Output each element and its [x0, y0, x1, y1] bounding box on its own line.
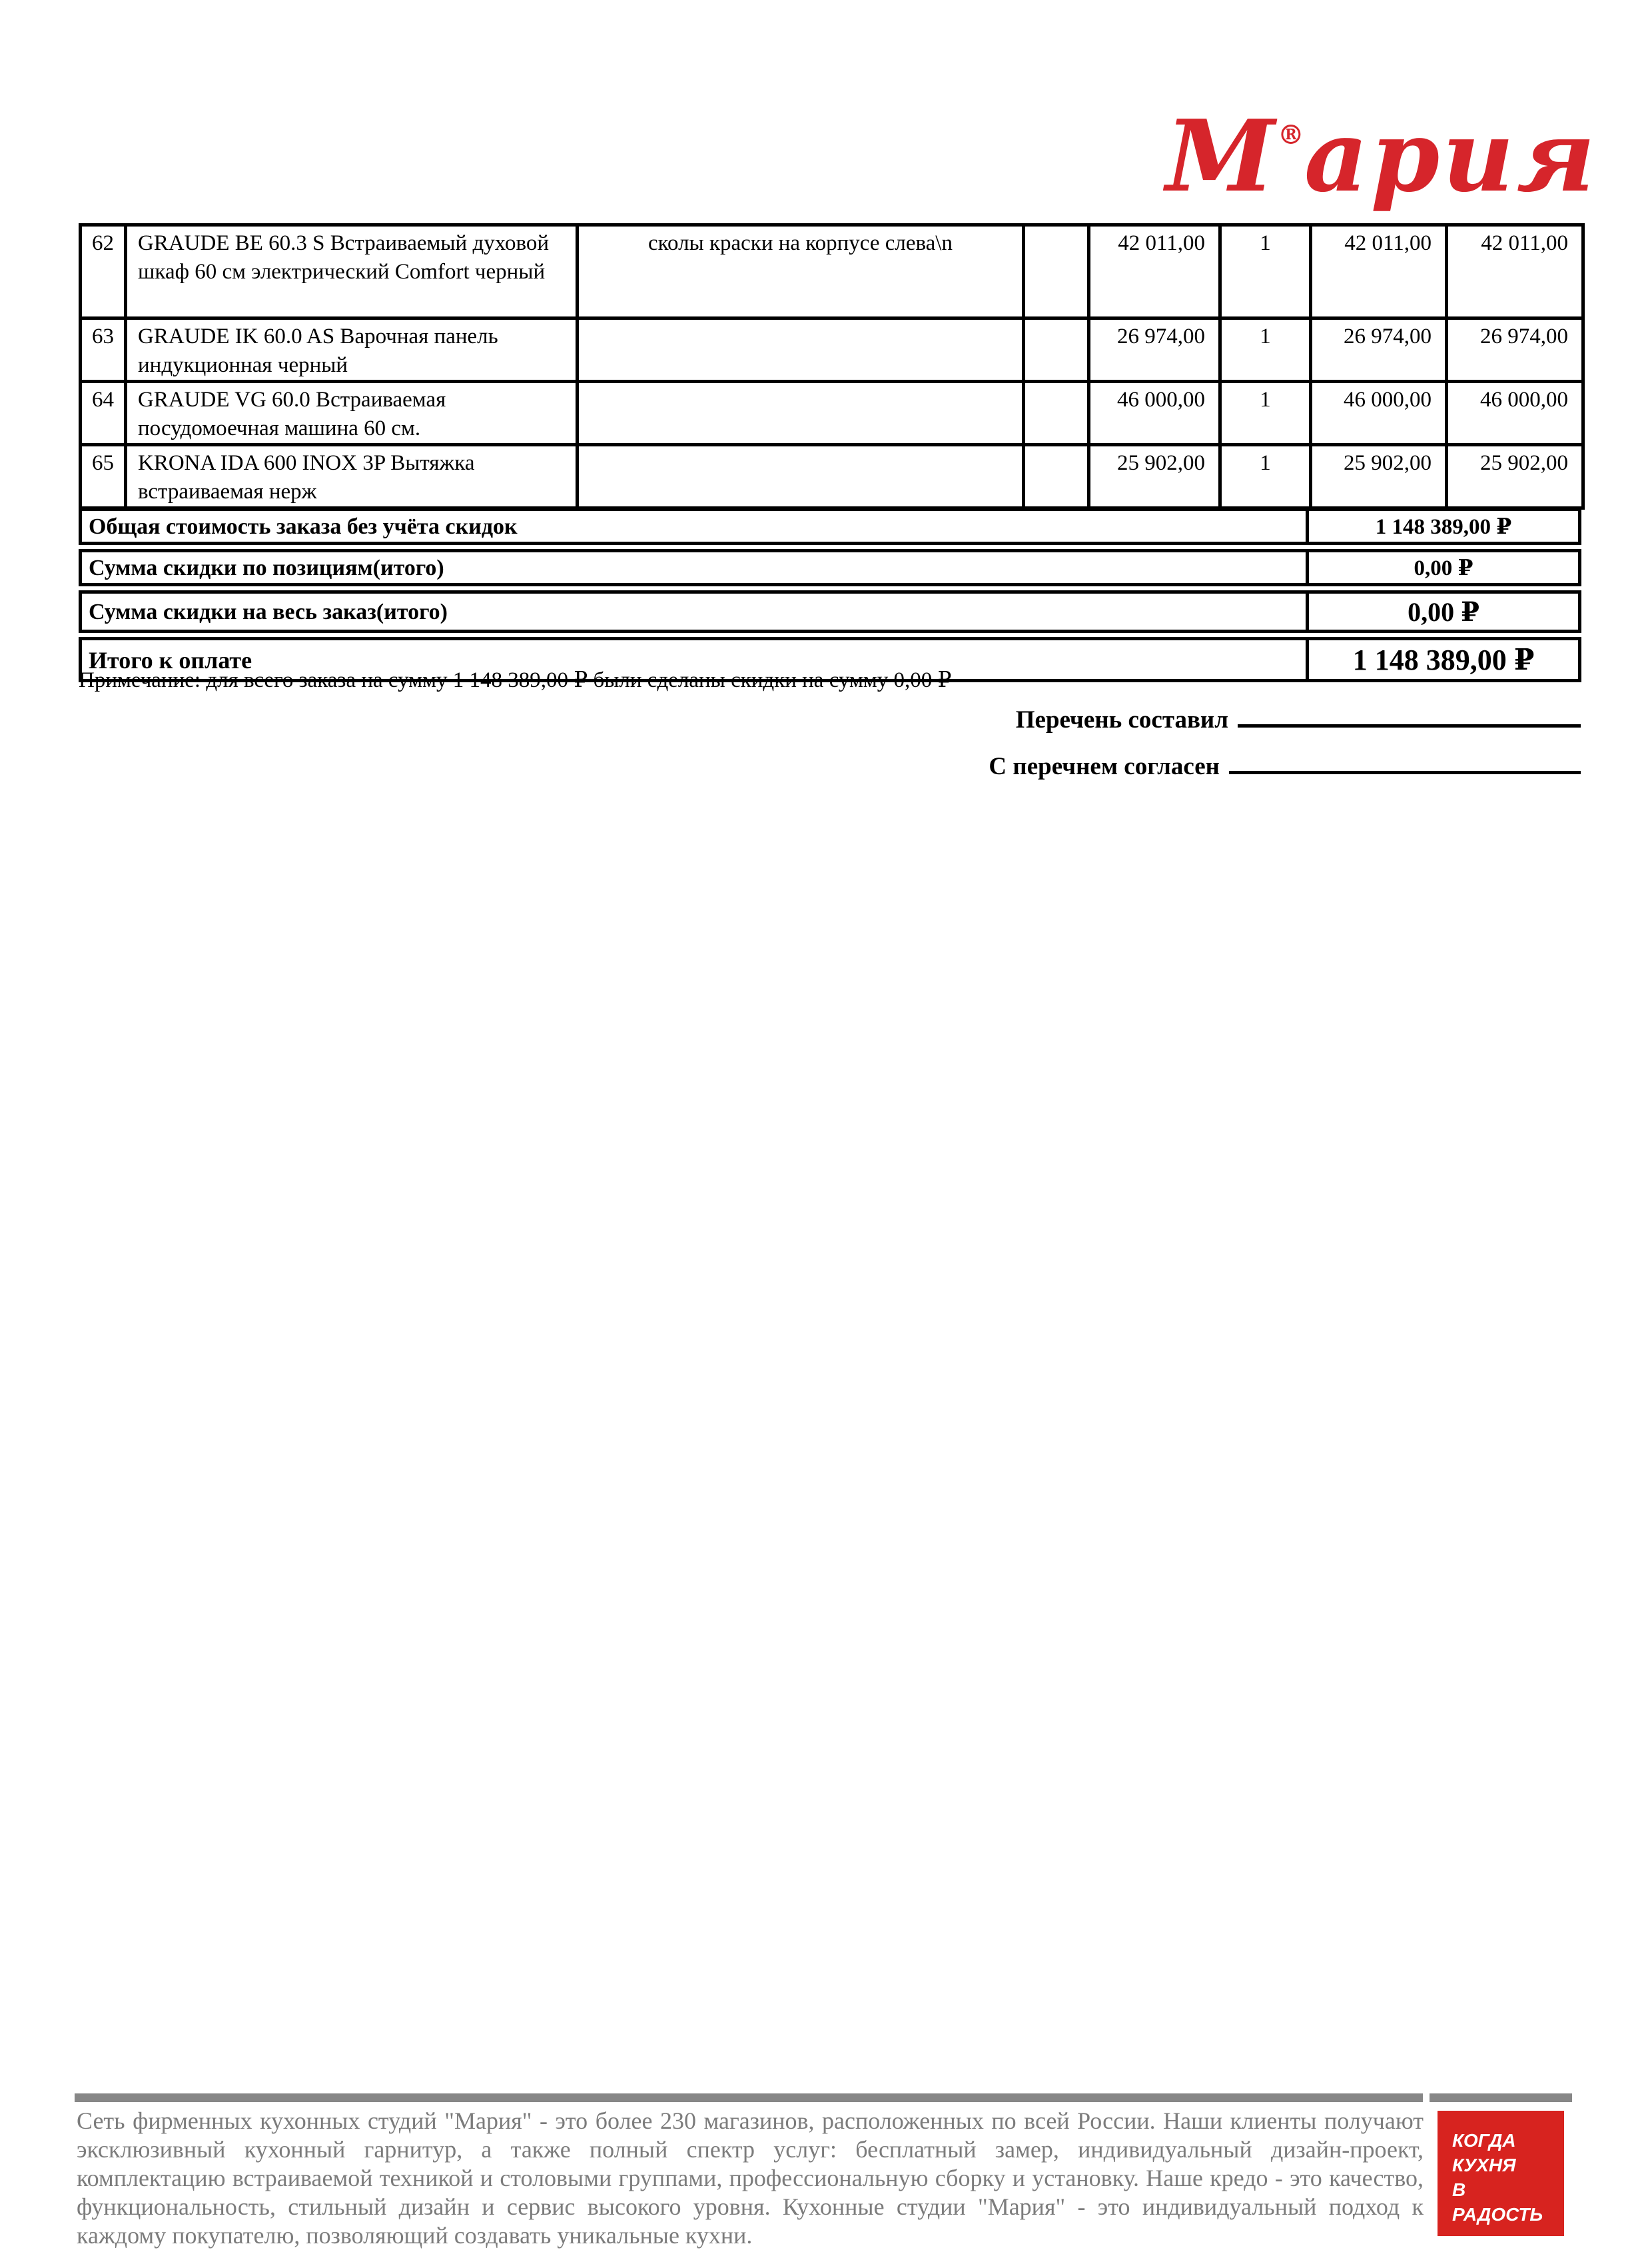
item-photo-cell [1024, 318, 1089, 382]
item-photo-cell [1024, 225, 1089, 318]
signature-label: С перечнем согласен [989, 753, 1220, 780]
item-total: 25 902,00 [1447, 445, 1583, 508]
item-photo-cell [1024, 382, 1089, 445]
item-description: GRAUDE IK 60.0 AS Варочная панель индукционная черный [126, 318, 578, 382]
totals-label: Сумма скидки на весь заказ(итого) [89, 600, 448, 624]
totals-label: Сумма скидки по позициям(итого) [89, 556, 444, 580]
badge-line: В РАДОСТЬ [1452, 2179, 1543, 2225]
item-description: KRONA IDA 600 INOX 3P Вытяжка встраиваемая нерж [126, 445, 578, 508]
item-price: 46 000,00 [1089, 382, 1220, 445]
table-row [81, 318, 1583, 382]
table-row [81, 225, 1583, 318]
table-row [81, 382, 1583, 445]
brand-logo [1166, 98, 1598, 214]
item-quantity: 1 [1220, 318, 1311, 382]
totals-row-gross [79, 508, 1581, 545]
signature-line [1238, 705, 1581, 728]
item-number: 62 [81, 225, 126, 318]
item-sum: 26 974,00 [1311, 318, 1447, 382]
item-quantity: 1 [1220, 445, 1311, 508]
signatures-block [989, 705, 1581, 798]
signature-line [1229, 752, 1581, 774]
totals-value: 1 148 389,00 ₽ [1306, 640, 1578, 679]
item-number: 65 [81, 445, 126, 508]
item-number: 63 [81, 318, 126, 382]
item-number: 64 [81, 382, 126, 445]
order-items-table [79, 223, 1585, 510]
registered-trademark-icon: ® [1277, 119, 1304, 151]
item-photo-cell [1024, 445, 1089, 508]
badge-line: КОГДА [1452, 2130, 1516, 2151]
item-quantity: 1 [1220, 225, 1311, 318]
badge-line: КУХНЯ [1452, 2155, 1516, 2175]
item-note [578, 382, 1024, 445]
item-sum: 46 000,00 [1311, 382, 1447, 445]
footer-badge [1438, 2111, 1564, 2236]
item-quantity: 1 [1220, 382, 1311, 445]
totals-row-item-discounts [79, 549, 1581, 586]
item-description: GRAUDE BE 60.3 S Встраиваемый духовой шкаф 60 см электрический Comfort черный [126, 225, 578, 318]
totals-value: 0,00 ₽ [1306, 594, 1578, 630]
footer-divider [75, 2093, 1423, 2102]
table-row [81, 445, 1583, 508]
item-price: 42 011,00 [1089, 225, 1220, 318]
item-price: 25 902,00 [1089, 445, 1220, 508]
item-note [578, 445, 1024, 508]
totals-label: Общая стоимость заказа без учёта скидок [89, 514, 518, 539]
item-total: 26 974,00 [1447, 318, 1583, 382]
totals-label: Итого к оплате [89, 647, 252, 674]
signature-label: Перечень составил [1015, 706, 1228, 734]
totals-value: 0,00 ₽ [1306, 552, 1578, 583]
totals-value: 1 148 389,00 ₽ [1306, 511, 1578, 542]
item-note: сколы краски на корпусе слева\n [578, 225, 1024, 318]
item-sum: 25 902,00 [1311, 445, 1447, 508]
item-description: GRAUDE VG 60.0 Встраиваемая посудомоечная машина 60 см. [126, 382, 578, 445]
discount-note: Примечание: для всего заказа на сумму 1 148 389,00 ₽ были сделаны скидки на сумму 0,00 ₽ [79, 668, 952, 692]
item-total: 42 011,00 [1447, 225, 1583, 318]
item-price: 26 974,00 [1089, 318, 1220, 382]
logo-letter: М [1166, 98, 1278, 214]
totals-row-order-discount [79, 590, 1581, 633]
footer-text: Сеть фирменных кухонных студий "Мария" - это более 230 магазинов, расположенных по всей России. Наши клиенты получают эксклюзивный кухонный гарнитур, а также полный спектр услуг: бесплатный замер, индивидуальный дизайн-проект, комплектацию встраиваемой техникой и столовыми группами, профессиональную сборку и установку. Наше кредо - это качество, функциональность, стильный дизайн и сервис высокого уровня. Кухонные студии "Мария" - это индивидуальный подход к каждому покупателю, позволяющий создавать уникальные кухни. [77, 2107, 1424, 2249]
signature-row-agreed [989, 752, 1581, 781]
item-sum: 42 011,00 [1311, 225, 1447, 318]
item-total: 46 000,00 [1447, 382, 1583, 445]
footer-divider-badge [1430, 2093, 1572, 2102]
logo-rest: ария [1304, 98, 1598, 214]
item-note [578, 318, 1024, 382]
signature-row-compiled [989, 705, 1581, 734]
